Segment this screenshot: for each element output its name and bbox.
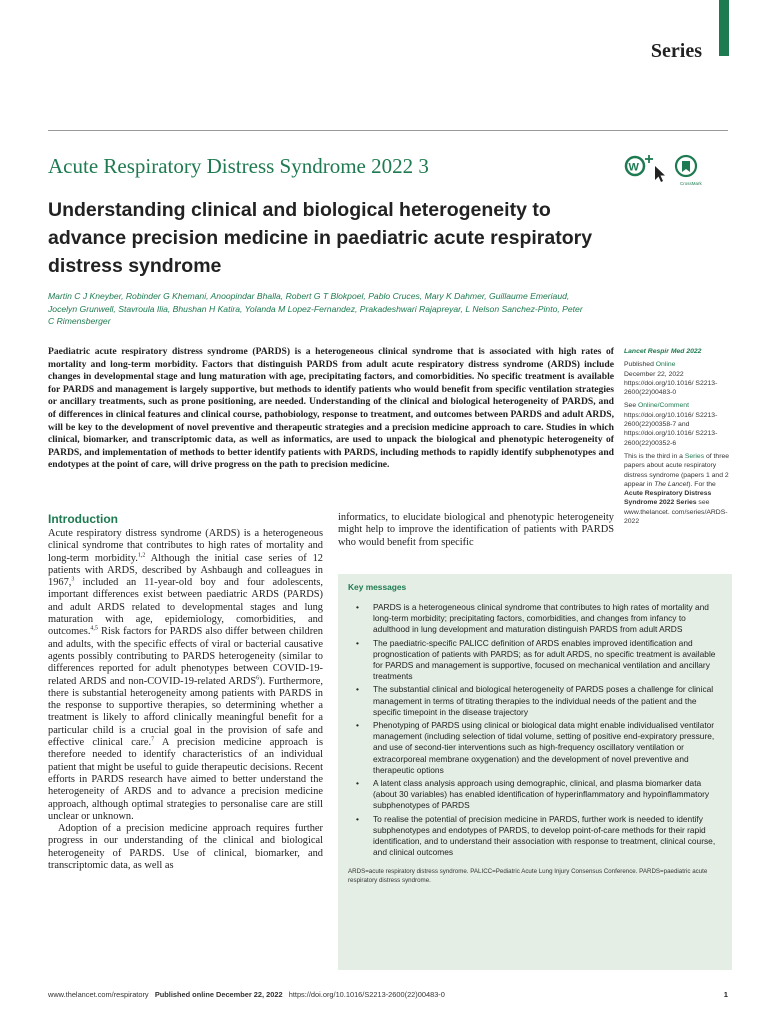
intro-paragraph-1: Acute respiratory distress syndrome (ARDS) is a heterogeneous clinical syndrome that contributes to high rates of mortality and long-term morbidity.$^{1,2}$ Although the initial case series of 12 patients with ARDS, described by Ashbaugh and colleagues in 1967,$^3$ included an 11-year-old boy and four adolescents, important differences exist between paediatric ARDS (PARDS) and adult ARDS related to developmental stages and lung maturation with age, epidemiology, comorbidities, and outcomes.$^{4,5}$ Risk factors for PARDS also differ between children and adults, with the specific effects of viral or bacterial causative agents possibly contributing to PARDS heterogeneity (similar to differences reported for adult phenotypes between COVID-19-related ARDS and non-COVID-19-related ARDS$^6$). Furthermore, there is substantial heterogeneity among patients with PARDS in the response to supportive therapies, so determining whether a treatment is likely to afford clinically meaningful benefit for a particular child is a crucial goal in the provision of safe and effective clinical care.$^7$ A precision medicine approach is therefore needed to identify characteristics of an individual patient that might be useful to guide therapeutic decisions. Recent efforts in PARDS research have aimed to better understand the heterogeneity of ARDS and to advance a precision medicine approach, although optimal strategies to personalise care are still unclear or unknown.: [48, 528, 323, 822]
series-title: Acute Respiratory Distress Syndrome 2022 3: [48, 154, 429, 178]
journal-website-link[interactable]: www.thelancet.com/respiratory: [48, 990, 149, 999]
comment-doi-1[interactable]: https://doi.org/10.1016/ S2213-2600(22)00358-7: [624, 411, 718, 429]
header-rule: [48, 130, 728, 131]
publication-info: Published Online December 22, 2022 https://doi.org/10.1016/ S2213-2600(22)00483-0: [624, 361, 718, 397]
article-title: Understanding clinical and biological heterogeneity to advance precision medicine in paediatric acute respiratory distress syndrome: [48, 199, 593, 277]
key-message-item: • The paediatric-specific PALICC definition of ARDS enables improved identification and prognostication of patients with PARDS; as for adult ARDS, no specific treatment is available for PARDS and management is supportive, focused on mechanical ventilation and ancillary treatments: [348, 638, 722, 683]
section-label: Series: [650, 40, 702, 62]
see-comment: See Online/Comment https://doi.org/10.1016/ S2213-2600(22)00358-7 and https://doi.org/10.1016/ S2213-2600(22)00352-6: [624, 402, 718, 447]
intro-paragraph-2-continued: informatics, to elucidate biological and phenotypic heterogeneity might help to improve the identification of patients with PARDS who would benefit from specific: [338, 512, 614, 548]
page-footer: [48, 990, 728, 999]
logo-group: [624, 152, 704, 188]
reference-marker[interactable]: 1,2: [137, 552, 146, 559]
intro-paragraph-2: Adoption of a precision medicine approach requires further progress in our understanding of the clinical and biological heterogeneity of PARDS. Use of clinical, biomarker, and transcriptomic data, as well as: [48, 823, 323, 872]
crossmark-label: CrossMark: [680, 181, 702, 186]
key-message-item: • Phenotyping of PARDS using clinical or biological data might enable individualised ventilator management (including selection of tidal volume, setting of positive end-expiratory pressure, and use of second-tier interventions such as high-frequency oscillatory ventilation or extracorporeal membrane oxygenation) and the development of novel preventive and therapeutic options: [348, 720, 722, 776]
online-link[interactable]: Online: [655, 361, 676, 369]
article-doi[interactable]: https://doi.org/10.1016/ S2213-2600(22)00483-0: [624, 379, 718, 397]
reference-marker[interactable]: 3: [71, 576, 75, 583]
body-column-right: [338, 512, 614, 549]
abstract: Paediatric acute respiratory distress syndrome (PARDS) is a heterogeneous clinical syndrome that is associated with high rates of mortality and long-term morbidity. Factors that distinguish PARDS from adult acute respiratory distress syndrome (ARDS) include changes in developmental stage and lung maturation with age, precipitating factors, and comorbidities. No specific treatment is available for PARDS and management is largely supportive, but methods to identify patients who would benefit from specific ventilation strategies or ancillary treatments, such as prone positioning, are needed. Understanding of the clinical and biological heterogeneity of PARDS, and of differences in clinical features and clinical course, pathobiology, response to treatment, and outcomes between PARDS and adult ARDS, will be key to the development of novel preventive and therapeutic strategies and a precision medicine approach to care. Studies in which clinical, biomarker, and transcriptomic data, as well as informatics, are used to unpack the biological and phenotypic heterogeneity of PARDS, and implementation of methods to better identify patients with PARDS, including methods to rapidly identify subphenotypes and endotypes at the point of care, will drive progress on the path to precision medicine.: [48, 346, 614, 471]
footer-published: Published online December 22, 2022: [154, 990, 283, 999]
footer-doi-link[interactable]: https://doi.org/10.1016/S2213-2600(22)00483-0: [288, 990, 445, 999]
section-heading-introduction: Introduction: [48, 512, 118, 526]
key-message-item: • A latent class analysis approach using demographic, clinical, and plasma biomarker data (about 30 variables) has enabled identification of hyperinflammatory and hypoinflammatory subphenotypes of PARDS: [348, 778, 722, 812]
comment-doi-2[interactable]: https://doi.org/10.1016/ S2213-2600(22)00352-6: [624, 430, 718, 447]
series-name-link[interactable]: Acute Respiratory Distress Syndrome 2022 Series: [624, 490, 712, 507]
series-color-tab: [719, 0, 729, 56]
svg-text:W: W: [628, 161, 639, 174]
key-messages-panel: [338, 574, 732, 970]
key-messages-footnote: ARDS=acute respiratory distress syndrome. PALICC=Pediatric Acute Lung Injury Consensus Conference. PARDS=paediatric acute respiratory distress syndrome.: [348, 868, 708, 885]
journal-citation: Lancet Respir Med 2022: [624, 348, 702, 355]
body-column-left: [48, 512, 323, 872]
comment-link[interactable]: Online/Comment: [637, 402, 689, 410]
reference-marker[interactable]: 7: [151, 736, 155, 743]
key-message-item: • The substantial clinical and biological heterogeneity of PARDS poses a challenge for clinical management in terms of titrating therapies to the individual needs of the patient and the specific timepoint in the disease trajectory: [348, 684, 722, 718]
series-note: This is the third in a Series of three papers about acute respiratory distress syndrome (papers 1 and 2 appear in The Lancet). For the Acute Respiratory Distress Syndrome 2022 Series see www.thelancet. com/series/ARDS-2022: [624, 452, 730, 526]
reference-marker[interactable]: 6: [256, 675, 260, 682]
key-message-item: • To realise the potential of precision medicine in PARDS, further work is needed to identify subphenotypes and endotypes of PARDS, to develop point-of-care methods for their rapid identification, and to understand their association with response to treatment, clinical course, and clinical outcomes: [348, 814, 722, 859]
key-messages-title: Key messages: [348, 582, 407, 592]
key-messages-list: [348, 602, 722, 858]
open-access-logo-icon[interactable]: [624, 152, 704, 188]
page-number: 1: [723, 990, 728, 999]
key-message-item: • PARDS is a heterogeneous clinical syndrome that contributes to high rates of mortality and long-term morbidity; precipitating factors, comorbidities, and changes from infancy to adulthood in lung development and maturation distinguish PARDS from adult ARDS: [348, 602, 722, 636]
series-link[interactable]: Series: [684, 452, 705, 460]
author-list: Martin C J Kneyber, Robinder G Khemani, Anoopindar Bhalla, Robert G T Blokpoel, Pablo Cruces, Mary K Dahmer, Guillaume Emeriaud, Jocelyn Grunwell, Stavroula Ilia, Bhushan H Katira, Yolanda M Lopez-Fernandez, Prakadeshwari Rajapreyar, L Nelson Sanchez-Pinto, Peter C Rimensberger: [48, 291, 583, 326]
sidebar-notes: [624, 347, 732, 530]
reference-marker[interactable]: 4,5: [90, 625, 98, 632]
